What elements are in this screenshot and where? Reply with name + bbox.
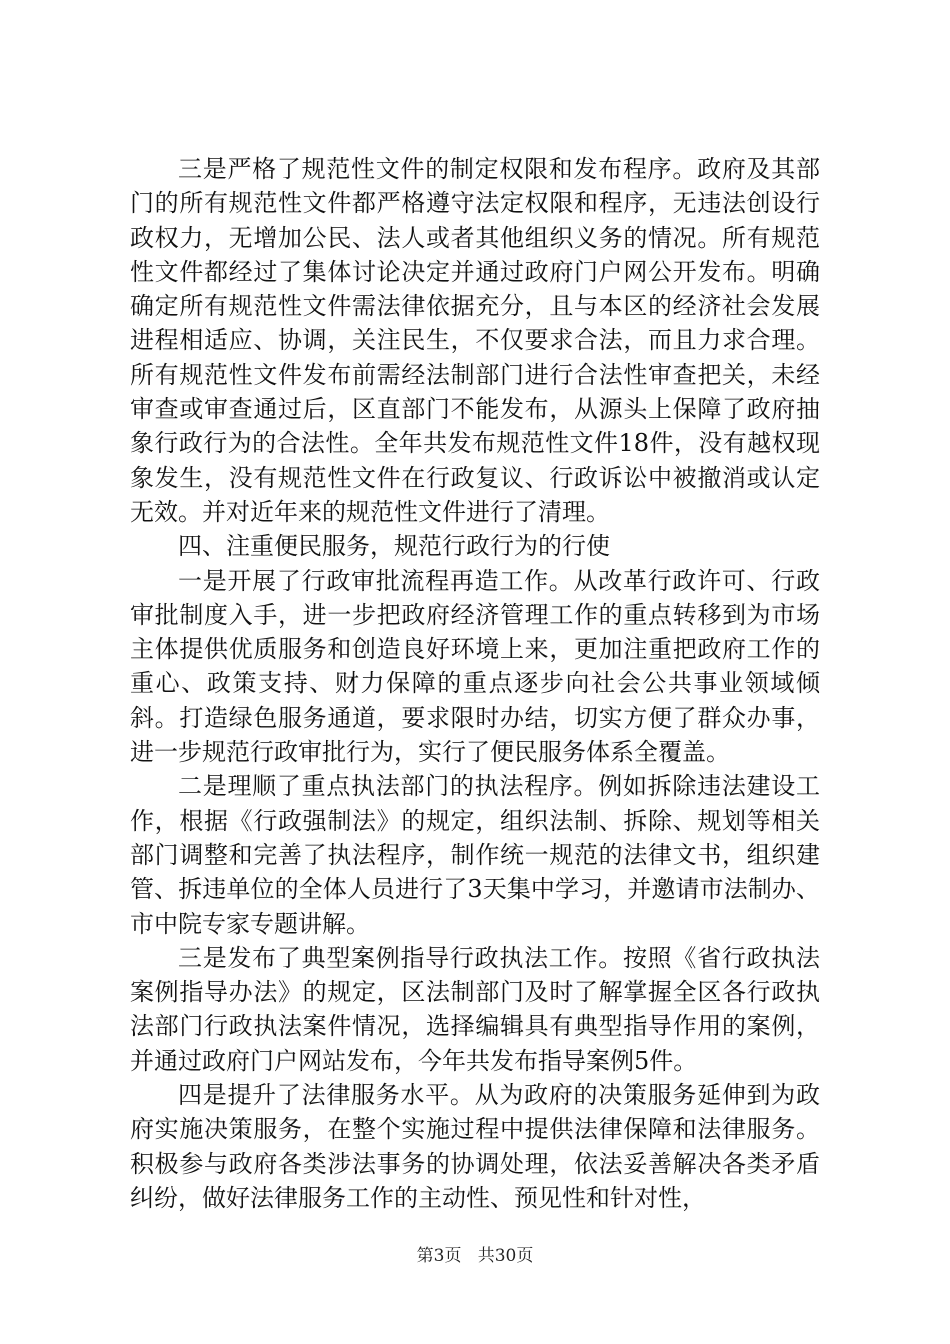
paragraph-legal-service: 四是提升了法律服务水平。从为政府的决策服务延伸到为政府实施决策服务，在整个实施过程中提供法律保障和法律服务。积极参与政府各类涉法事务的协调处理，依法妥善解决各类矛盾纠纷，做好法律服务工作的主动性、预见性和针对性， bbox=[130, 1081, 820, 1212]
page-separator bbox=[467, 1246, 472, 1266]
paragraph-enforcement-procedure: 二是理顺了重点执法部门的执法程序。例如拆除违法建设工作，根据《行政强制法》的规定，组织法制、拆除、规划等相关部门调整和完善了执法程序，制作统一规范的法律文书，组织建管、拆违单位的全体人员进行了3天集中学习，并邀请市法制办、市中院专家专题讲解。 bbox=[130, 772, 820, 938]
page-total: 共30页 bbox=[477, 1246, 534, 1266]
section-heading-convenience-service: 四、注重便民服务，规范行政行为的行使 bbox=[178, 532, 610, 561]
paragraph-approval-process: 一是开展了行政审批流程再造工作。从改革行政许可、行政审批制度入手，进一步把政府经济管理工作的重点转移到为市场主体提供优质服务和创造良好环境上来，更加注重把政府工作的重心、政策支持、财力保障的重点逐步向社会公共事业领域倾斜。打造绿色服务通道，要求限时办结，切实方便了群众办事，进一步规范行政审批行为，实行了便民服务体系全覆盖。 bbox=[130, 566, 820, 767]
paragraph-typical-cases: 三是发布了典型案例指导行政执法工作。按照《省行政执法案例指导办法》的规定，区法制部门及时了解掌握全区各行政执法部门行政执法案件情况，选择编辑具有典型指导作用的案例，并通过政府门户网站发布，今年共发布指导案例5件。 bbox=[130, 943, 820, 1075]
page-number: 第3页 bbox=[416, 1246, 462, 1266]
document-body bbox=[130, 152, 820, 1215]
page-footer bbox=[0, 1244, 950, 1268]
paragraph-regulatory-documents: 三是严格了规范性文件的制定权限和发布程序。政府及其部门的所有规范性文件都严格遵守法定权限和程序，无违法创设行政权力，无增加公民、法人或者其他组织义务的情况。所有规范性文件都经过了集体讨论决定并通过政府门户网公开发布。明确确定所有规范性文件需法律依据充分，且与本区的经济社会发展进程相适应、协调，关注民生，不仅要求合法，而且力求合理。所有规范性文件发布前需经法制部门进行合法性审查把关，未经审查或审查通过后，区直部门不能发布，从源头上保障了政府抽象行政行为的合法性。全年共发布规范性文件18件，没有越权现象发生，没有规范性文件在行政复议、行政诉讼中被撤消或认定无效。并对近年来的规范性文件进行了清理。 bbox=[130, 155, 820, 526]
